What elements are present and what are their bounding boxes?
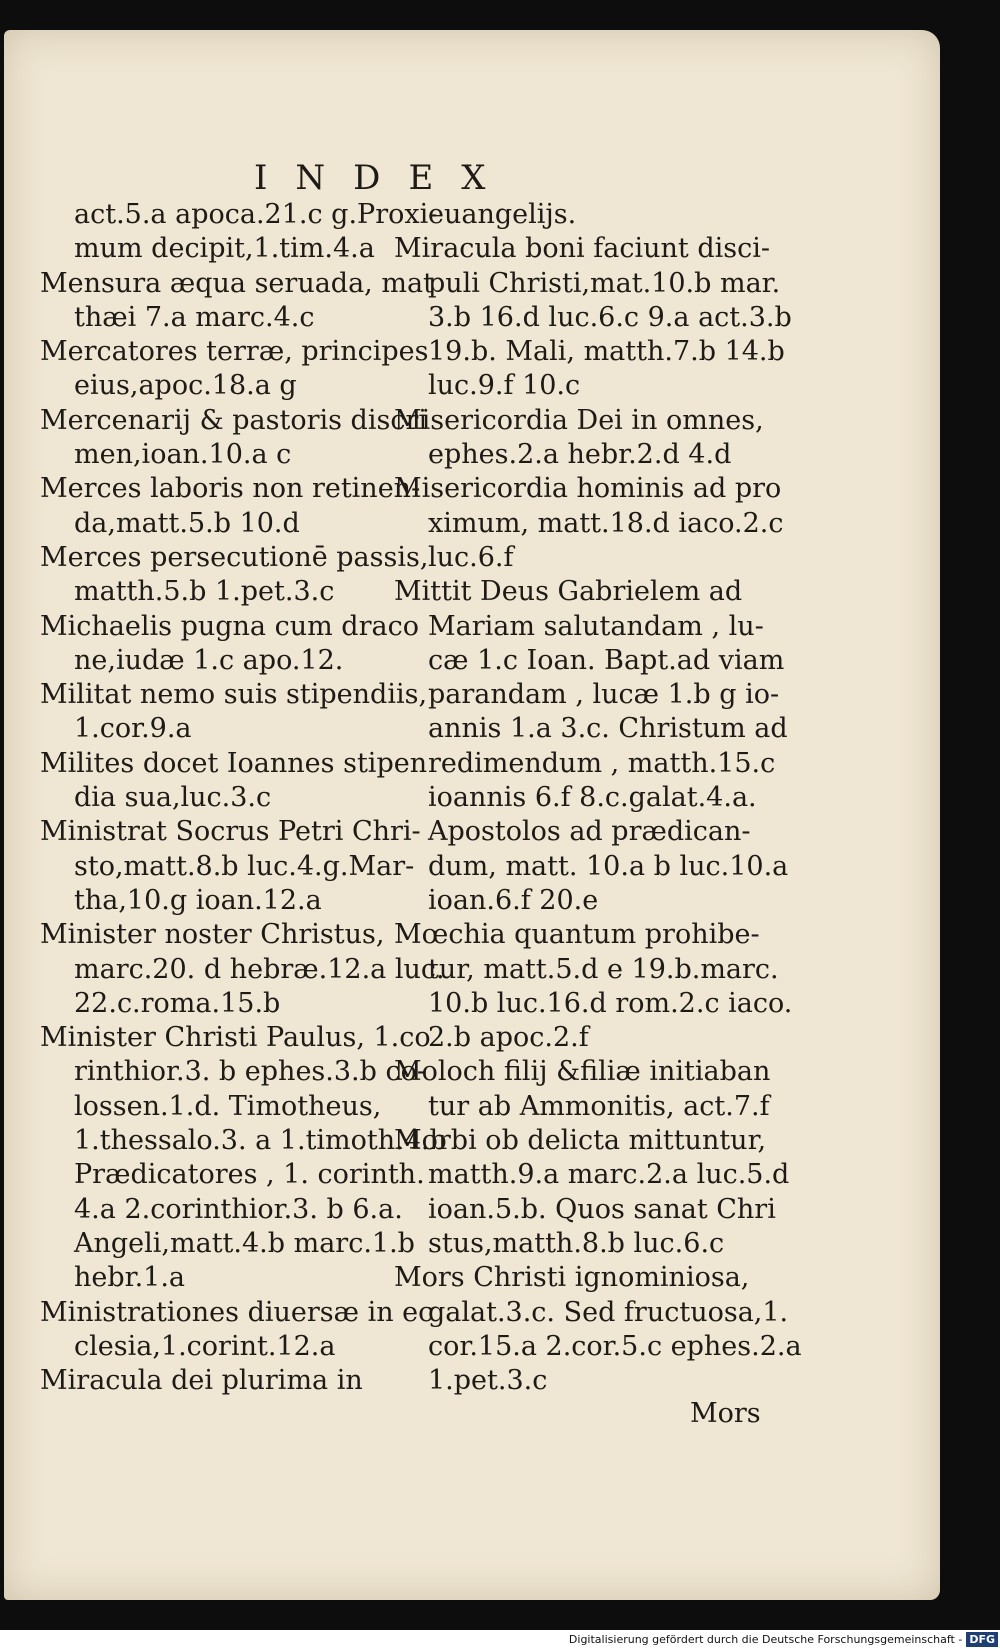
index-line: Merces persecutionē passis, — [40, 541, 429, 573]
index-line: stus,matth.8.b luc.6.c — [428, 1227, 725, 1259]
index-line: Ministrationes diuersæ in ec — [40, 1296, 434, 1328]
index-line: tha,10.g ioan.12.a — [74, 884, 322, 916]
index-line: da,matt.5.b 10.d — [74, 507, 300, 539]
index-line: ximum, matt.18.d iaco.2.c — [428, 507, 784, 539]
index-line: Mors Christi ignominiosa, — [394, 1262, 750, 1294]
index-line: rinthior.3. b ephes.3.b co- — [74, 1056, 426, 1088]
index-line: Mittit Deus Gabrielem ad — [394, 576, 743, 608]
digitization-footer — [0, 1630, 1000, 1649]
index-line: clesia,1.corint.12.a — [74, 1330, 336, 1362]
index-line: Misericordia hominis ad pro — [394, 473, 782, 505]
catchword: Mors — [690, 1398, 761, 1429]
index-line: ioan.6.f 20.e — [428, 884, 599, 916]
index-line: eius,apoc.18.a g — [74, 370, 297, 402]
index-line: Michaelis pugna cum draco — [40, 610, 419, 642]
index-column-left — [40, 198, 447, 1398]
index-line: ioan.5.b. Quos sanat Chri — [428, 1193, 776, 1225]
index-line: men,ioan.10.a c — [74, 439, 292, 471]
index-line: annis 1.a 3.c. Christum ad — [428, 713, 788, 745]
index-line: cæ 1.c Ioan. Bapt.ad viam — [428, 644, 785, 676]
index-line: Ministrat Socrus Petri Chri- — [40, 816, 421, 848]
dfg-logo: DFG — [966, 1632, 998, 1647]
index-line: Morbi ob delicta mittuntur, — [394, 1125, 767, 1157]
index-line: 19.b. Mali, matth.7.b 14.b — [428, 336, 785, 368]
index-line: Apostolos ad prædican- — [428, 816, 751, 848]
index-line: Miracula boni faciunt disci- — [394, 233, 770, 265]
index-line: dia sua,luc.3.c — [74, 782, 272, 814]
index-line: parandam , lucæ 1.b g io- — [428, 679, 780, 711]
index-line: puli Christi,mat.10.b mar. — [428, 267, 781, 299]
index-line: sto,matt.8.b luc.4.g.Mar- — [74, 850, 415, 882]
index-column-right — [394, 198, 802, 1398]
index-line: 1.cor.9.a — [74, 713, 192, 745]
index-line: Mariam salutandam , lu- — [428, 610, 764, 642]
index-line: Mercenarij & pastoris discri — [40, 404, 427, 436]
index-line: galat.3.c. Sed fructuosa,1. — [428, 1296, 789, 1328]
index-line: lossen.1.d. Timotheus, — [74, 1090, 382, 1122]
index-line: Moloch filij &filiæ initiaban — [394, 1056, 771, 1088]
index-line: 2.b apoc.2.f — [428, 1022, 589, 1054]
index-line: Minister noster Christus, — [40, 919, 385, 951]
index-line: Misericordia Dei in omnes, — [394, 404, 764, 436]
book-page — [4, 30, 940, 1600]
index-line: 10.b luc.16.d rom.2.c iaco. — [428, 987, 793, 1019]
index-line: 1.thessalo.3. a 1.timoth.4.b — [74, 1125, 447, 1157]
index-line: Mercatores terræ, principes — [40, 336, 429, 368]
footer-credit-text: Digitalisierung gefördert durch die Deutsche Forschungsgemeinschaft - — [568, 1633, 963, 1646]
index-line: Milites docet Ioannes stipen — [40, 747, 428, 779]
index-line: matth.9.a marc.2.a luc.5.d — [428, 1159, 790, 1191]
index-line: euangelijs. — [428, 199, 577, 230]
index-line: ioannis 6.f 8.c.galat.4.a. — [428, 782, 757, 814]
index-line: ne,iudæ 1.c apo.12. — [74, 644, 344, 676]
index-line: Mœchia quantum prohibe- — [394, 919, 760, 951]
index-line: mum decipit,1.tim.4.a — [74, 233, 375, 265]
index-line: Minister Christi Paulus, 1.co — [40, 1022, 431, 1054]
index-line: Angeli,matt.4.b marc.1.b — [74, 1227, 415, 1259]
index-line: Prædicatores , 1. corinth. — [74, 1159, 425, 1191]
index-line: cor.15.a 2.cor.5.c ephes.2.a — [428, 1330, 802, 1362]
index-line: hebr.1.a — [74, 1262, 186, 1294]
index-line: ephes.2.a hebr.2.d 4.d — [428, 439, 732, 471]
index-line: Merces laboris non retinen- — [40, 473, 421, 505]
index-line: dum, matt. 10.a b luc.10.a — [428, 850, 789, 882]
index-line: thæi 7.a marc.4.c — [74, 301, 315, 333]
index-line: matth.5.b 1.pet.3.c — [74, 576, 335, 608]
index-line: 4.a 2.corinthior.3. b 6.a. — [74, 1193, 403, 1225]
index-line: luc.9.f 10.c — [428, 370, 581, 402]
index-line: Miracula dei plurima in — [40, 1365, 363, 1397]
index-line: marc.20. d hebræ.12.a luc. — [74, 953, 445, 985]
index-line: act.5.a apoca.21.c g.Proxi- — [74, 199, 438, 230]
page-header: INDEX — [254, 158, 514, 198]
index-line: 1.pet.3.c — [428, 1365, 548, 1397]
index-line: 3.b 16.d luc.6.c 9.a act.3.b — [428, 301, 792, 333]
index-line: 22.c.roma.15.b — [74, 987, 281, 1019]
index-line: tur ab Ammonitis, act.7.f — [428, 1090, 770, 1122]
index-line: luc.6.f — [428, 541, 514, 573]
index-line: redimendum , matth.15.c — [428, 747, 776, 779]
index-line: tur, matt.5.d e 19.b.marc. — [428, 953, 779, 985]
index-line: Militat nemo suis stipendiis, — [40, 679, 428, 711]
index-line: Mensura æqua seruada, mat — [40, 267, 434, 299]
